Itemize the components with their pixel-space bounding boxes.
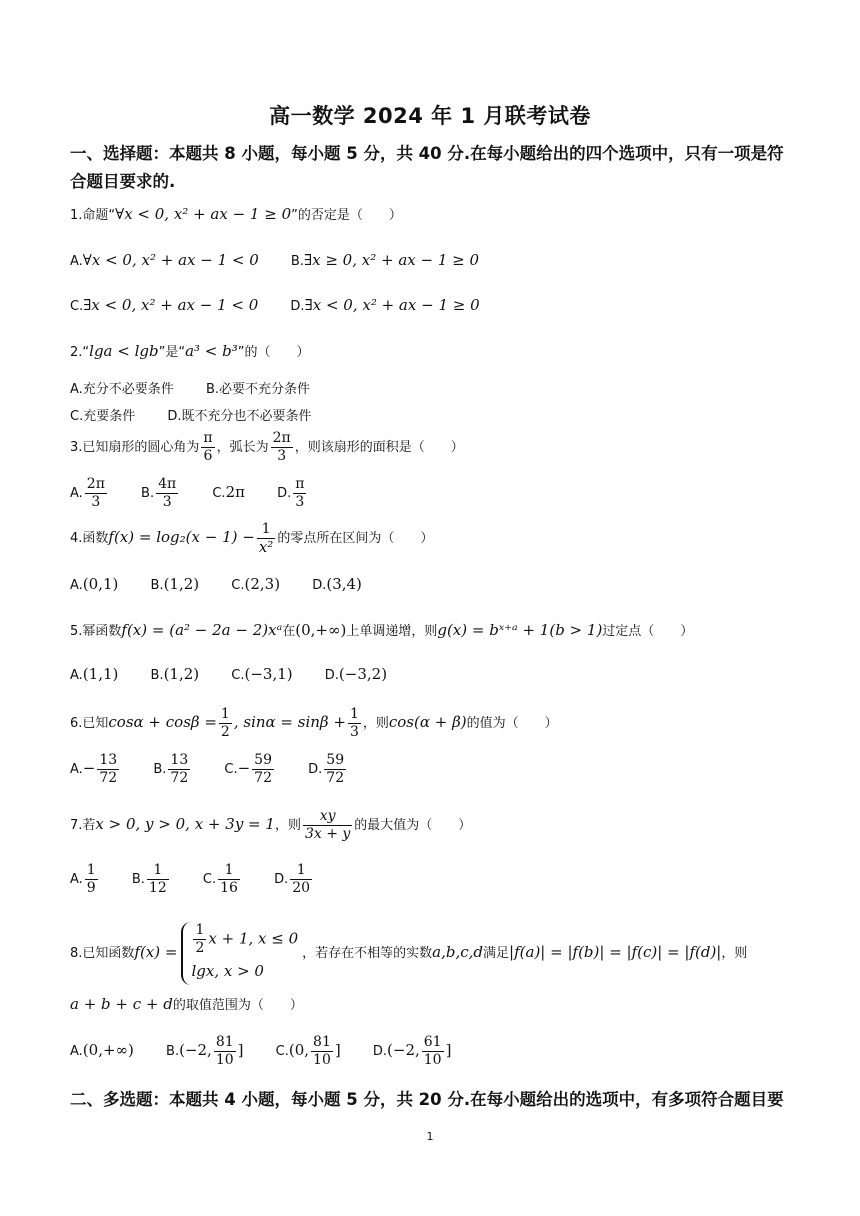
option-a: A.∀x < 0, x² + ax − 1 < 0 — [70, 251, 259, 269]
option-c: C.充要条件 — [70, 409, 136, 424]
option-a: A.(1,1) — [70, 665, 119, 683]
question-2-stem: 2.“lga < lgb”是“a³ < b³”的（ ） — [70, 342, 310, 360]
option-a: A.(0,+∞) — [70, 1041, 134, 1059]
option-a: A.− $\frac{13}{72}$ — [70, 752, 118, 786]
option-b: B. $\frac{13}{72}$ — [153, 752, 189, 786]
question-6-stem: 6.已知cosα + cosβ = $\frac{1}{2}$ , sinα = sinβ + $\frac{1}{3}$ ，则cos(α + β)的值为（ ） — [70, 706, 558, 740]
option-d: D. $\frac{59}{72}$ — [308, 752, 345, 786]
option-a: A. $\frac{2\pi}{3}$ — [70, 476, 105, 510]
option-d: D.(−2, $\frac{61}{10}$ ] — [372, 1034, 452, 1068]
option-c: C.(0, $\frac{81}{10}$ ] — [275, 1034, 341, 1068]
option-d: D.∃x < 0, x² + ax − 1 ≥ 0 — [290, 296, 480, 314]
option-a: A.充分不必要条件 — [70, 382, 174, 397]
question-4-stem: 4.函数f(x) = log₂(x − 1) − $\frac{1}{\text{x²}}$ 的零点所在区间为（ ） — [70, 521, 434, 556]
question-1-options-cd — [70, 296, 800, 314]
option-d: D. $\frac{\pi}{3}$ — [277, 476, 305, 510]
option-c: C.(−3,1) — [231, 665, 293, 683]
option-b: B.∃x ≥ 0, x² + ax − 1 ≥ 0 — [290, 251, 480, 269]
option-a: A. $\frac{1}{9}$ — [70, 862, 96, 896]
option-b: B.(−2, $\frac{81}{10}$ ] — [166, 1034, 244, 1068]
option-a: A.(0,1) — [70, 575, 119, 593]
piecewise-function: $\frac{1}{2}$ x + 1, x ≤ 0 lgx, x > 0 — [181, 922, 298, 985]
option-c: C. $\frac{1}{16}$ — [202, 862, 238, 896]
page-number: 1 — [426, 1130, 434, 1143]
section-heading-multiple-choice: 二、多选题：本题共 4 小题，每小题 5 分，共 20 分.在每小题给出的选项中，有多项符合题目要 — [70, 1090, 784, 1109]
question-2-options-cd — [70, 405, 800, 424]
option-d: D. $\frac{1}{20}$ — [274, 862, 311, 896]
option-d: D.既不充分也不必要条件 — [167, 409, 312, 424]
question-1-options-ab — [70, 251, 800, 269]
option-c: C.2π — [212, 483, 245, 501]
option-c: C.(2,3) — [231, 575, 281, 593]
question-6-options — [70, 752, 800, 787]
option-d: D.(−3,2) — [324, 665, 388, 683]
option-c: C.∃x < 0, x² + ax − 1 < 0 — [70, 296, 259, 314]
option-b: B.(1,2) — [150, 665, 200, 683]
option-b: B. $\frac{1}{12}$ — [131, 862, 167, 896]
question-1-stem: 1.命题“∀x < 0, x² + ax − 1 ≥ 0”的否定是（ ） — [70, 205, 402, 223]
option-c: C.− $\frac{59}{72}$ — [224, 752, 272, 786]
option-d: D.(3,4) — [312, 575, 362, 593]
option-b: B.(1,2) — [150, 575, 200, 593]
question-8-options — [70, 1034, 800, 1069]
question-3-options — [70, 476, 800, 511]
option-b: B. $\frac{4\pi}{3}$ — [141, 476, 177, 510]
option-b: B.必要不充分条件 — [205, 382, 311, 397]
question-4-options — [70, 575, 800, 593]
section-heading-single-choice: 一、选择题：本题共 8 小题，每小题 5 分，共 40 分.在每小题给出的四个选项中，只有一项是符合题目要求的. — [70, 144, 784, 191]
page-title: 高一数学 2024 年 1 月联考试卷 — [269, 104, 591, 128]
question-3-stem: 3.已知扇形的圆心角为 $\frac{\pi}{6}$ ，弧长为 $\frac{2\pi}{3}$ ，则该扇形的面积是（ ） — [70, 430, 464, 464]
question-5-options — [70, 665, 800, 683]
question-7-options — [70, 862, 800, 897]
question-5-stem: 5.幂函数f(x) = (a² − 2a − 2)xᵃ在(0,+∞)上单调递增，则g(x) = bˣ⁺ᵃ + 1(b > 1)过定点（ ） — [70, 621, 694, 639]
question-2-options-ab — [70, 378, 800, 397]
question-8-stem-line2: a + b + c + d的取值范围为（ ） — [70, 995, 303, 1013]
question-8-stem: 8.已知函数f(x) = $\frac{1}{2}$ x + 1, x ≤ 0 lgx, x > 0 ，若存在不相等的实数a,b,c,d满足|f(a)| = |f(b)| = |f(c)| = |f(d)|，则 — [70, 922, 800, 985]
question-7-stem: 7.若x > 0, y > 0, x + 3y = 1，则 $\frac{xy}{3x + y}$ 的最大值为（ ） — [70, 808, 472, 842]
